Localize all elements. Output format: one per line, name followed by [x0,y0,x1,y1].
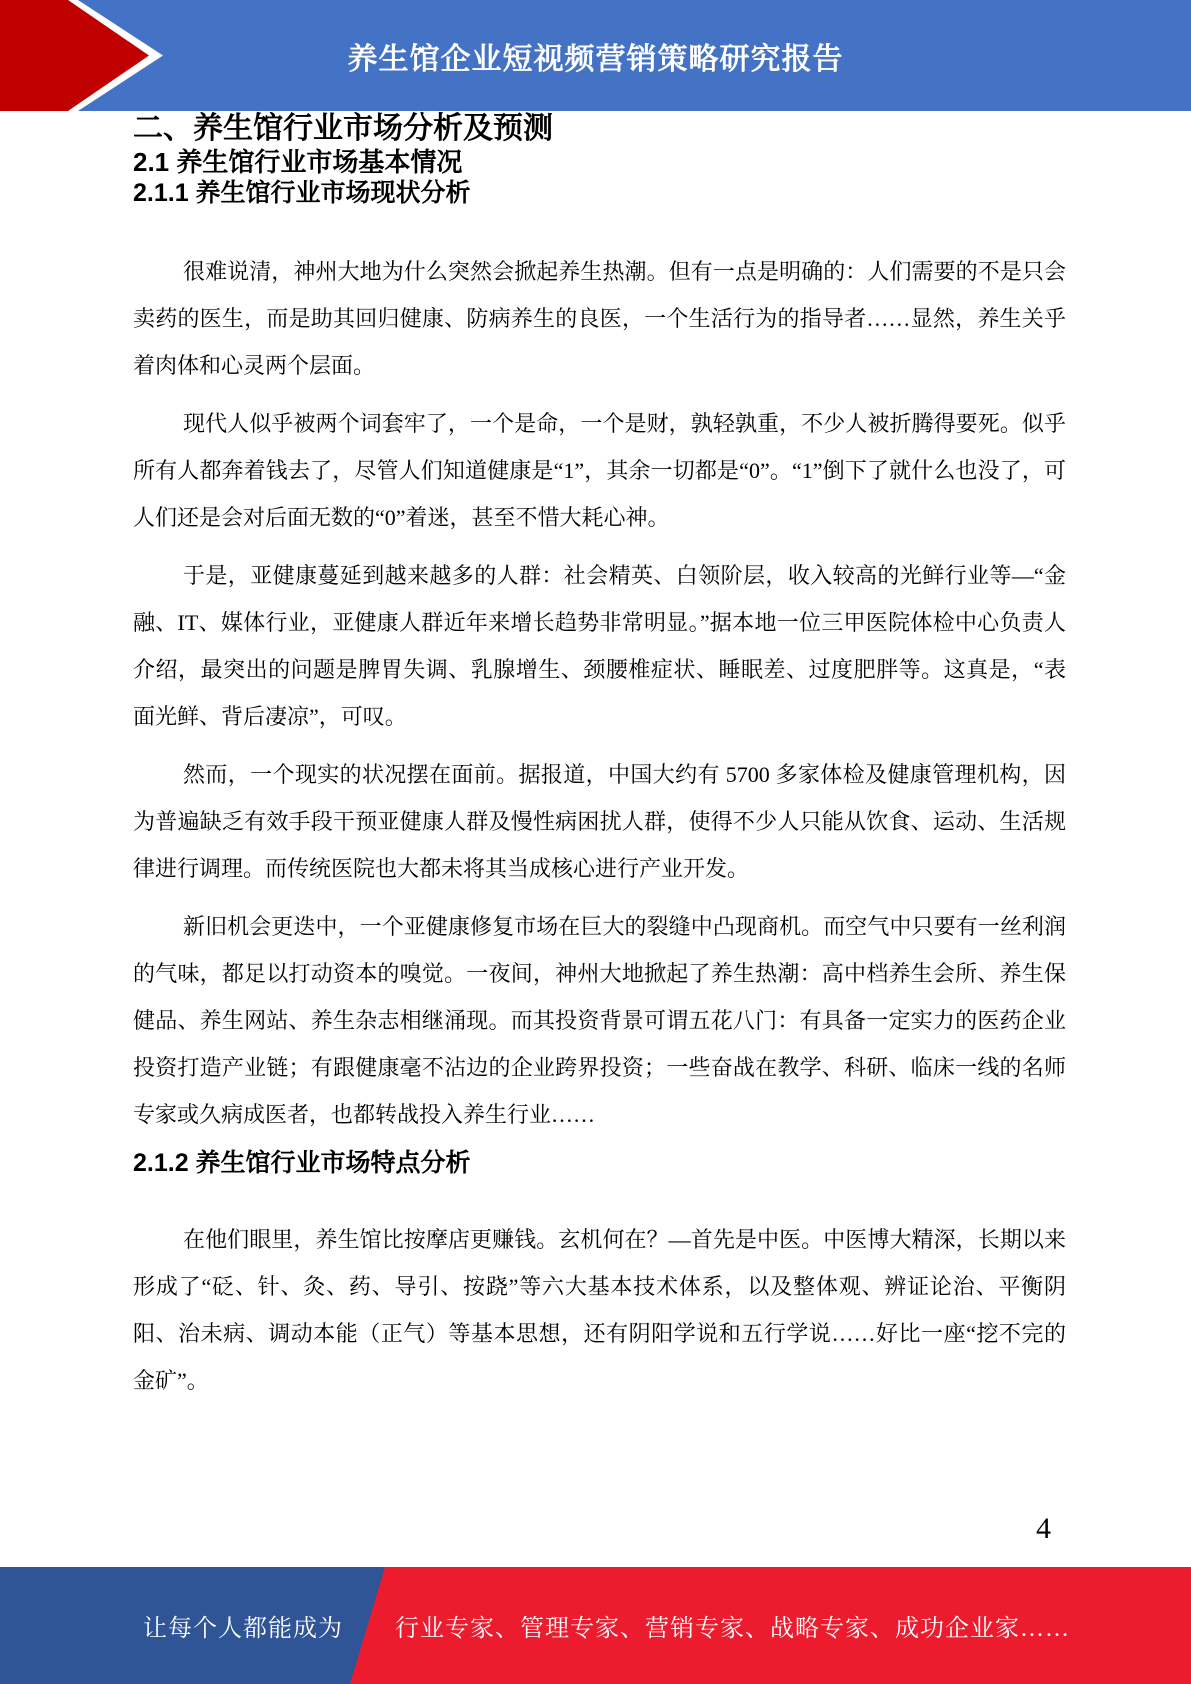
paragraph-4: 然而，一个现实的状况摆在面前。据报道，中国大约有 5700 多家体检及健康管理机构，因为普遍缺乏有效手段干预亚健康人群及慢性病困扰人群，使得不少人只能从饮食、运动、生活规律进行调理。而传统医院也大都未将其当成核心进行产业开发。 [133,762,1066,881]
footer-banner [0,1567,1191,1684]
paragraph-2: 现代人似乎被两个词套牢了，一个是命，一个是财，孰轻孰重，不少人被折腾得要死。似乎所有人都奔着钱去了，尽管人们知道健康是“1”，其余一切都是“0”。“1”倒下了就什么也没了，可人们还是会对后面无数的“0”着迷，甚至不惜大耗心神。 [133,411,1066,530]
document-body [133,111,1066,1404]
header-banner [0,0,1191,111]
chapter-heading: 二、养生馆行业市场分析及预测 [133,112,553,145]
footer-slogan-right: 行业专家、管理专家、营销专家、战略专家、成功企业家…… [395,1616,1070,1642]
paragraph-3: 于是，亚健康蔓延到越来越多的人群：社会精英、白领阶层，收入较高的光鲜行业等—“金融、IT、媒体行业，亚健康人群近年来增长趋势非常明显。”据本地一位三甲医院体检中心负责人介绍，最突出的问题是脾胃失调、乳腺增生、颈腰椎症状、睡眠差、过度肥胖等。这真是，“表面光鲜、背后凄凉”，可叹。 [133,563,1066,729]
subsection-heading-2-1-1: 2.1.1 养生馆行业市场现状分析 [133,179,471,207]
subsection-heading-2-1-2: 2.1.2 养生馆行业市场特点分析 [133,1149,471,1177]
red-chevron-icon [0,0,170,111]
page-title: 养生馆企业短视频营销策略研究报告 [347,42,844,76]
paragraph-6: 在他们眼里，养生馆比按摩店更赚钱。玄机何在？—首先是中医。中医博大精深，长期以来形成了“砭、针、灸、药、导引、按跷”等六大基本技术体系，以及整体观、辨证论治、平衡阴阳、治未病、调动本能（正气）等基本思想，还有阴阳学说和五行学说……好比一座“挖不完的金矿”。 [133,1227,1066,1393]
section-heading-2-1: 2.1 养生馆行业市场基本情况 [133,147,463,177]
footer-slogan-left: 让每个人都能成为 [143,1616,343,1642]
paragraph-5: 新旧机会更迭中，一个亚健康修复市场在巨大的裂缝中凸现商机。而空气中只要有一丝利润的气味，都足以打动资本的嗅觉。一夜间，神州大地掀起了养生热潮：高中档养生会所、养生保健品、养生网站、养生杂志相继涌现。而其投资背景可谓五花八门：有具备一定实力的医药企业投资打造产业链；有跟健康毫不沾边的企业跨界投资；一些奋战在教学、科研、临床一线的名师专家或久病成医者，也都转战投入养生行业…… [133,914,1066,1127]
paragraph-1: 很难说清，神州大地为什么突然会掀起养生热潮。但有一点是明确的：人们需要的不是只会卖药的医生，而是助其回归健康、防病养生的良医，一个生活行为的指导者……显然，养生关乎着肉体和心灵两个层面。 [133,259,1066,378]
page-number: 4 [1036,1512,1051,1545]
